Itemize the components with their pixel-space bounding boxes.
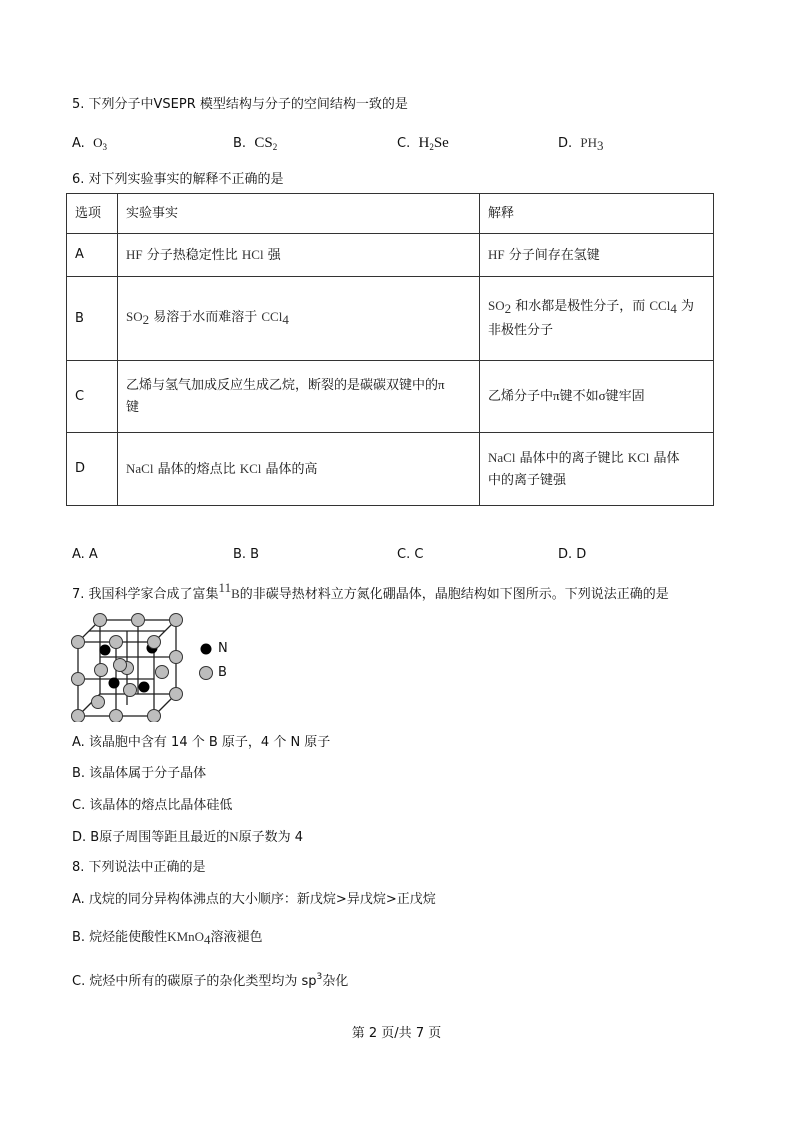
q8-stem: 8. 下列说法中正确的是 (72, 860, 206, 875)
row-option: B (67, 277, 118, 361)
row-fact: NaCl 晶体的熔点比 KCl 晶体的高 (118, 433, 480, 506)
row-option: D (67, 433, 118, 506)
row-explanation: HF 分子间存在氢键 (480, 234, 714, 277)
legend-n-label: N (218, 641, 228, 656)
table-row (67, 234, 714, 277)
row-explanation: SO2 和水都是极性分子，而 CCl4 为 非极性分子 (480, 277, 714, 361)
table-row (67, 277, 714, 361)
q7-option-a: A. 该晶胞中含有 14 个 B 原子，4 个 N 原子 (72, 735, 331, 750)
table-header-row (67, 194, 714, 234)
q6-answer-b: B. B (233, 547, 260, 562)
experiment-table (66, 193, 714, 506)
row-option: C (67, 361, 118, 433)
q7-option-c: C. 该晶体的熔点比晶体硅低 (72, 798, 233, 813)
q5-option-d: D. PH3 (558, 135, 604, 153)
q8-option-a: A. 戊烷的同分异构体沸点的大小顺序：新戊烷>异戊烷>正戊烷 (72, 892, 436, 907)
header-option: 选项 (67, 194, 118, 234)
q8-option-b: B. 烷烃能使酸性KMnO4溶液褪色 (72, 929, 263, 947)
q5-option-c: C. $H_2Se$ (397, 135, 449, 152)
row-fact: SO2 易溶于水而难溶于 CCl4 (118, 277, 480, 361)
row-explanation: NaCl 晶体中的离子键比 KCl 晶体 中的离子键强 (480, 433, 714, 506)
header-explanation: 解释 (480, 194, 714, 234)
table-row (67, 433, 714, 506)
row-explanation: 乙烯分子中π键不如σ键牢固 (480, 361, 714, 433)
header-fact: 实验事实 (118, 194, 480, 234)
q7-stem: 7. 我国科学家合成了富集11B的非碳导热材料立方氮化硼晶体，晶胞结构如下图所示。下列说法正确的是 (72, 580, 669, 602)
q8-option-c: C. 烷烃中所有的碳原子的杂化类型均为 $sp^3$杂化 (72, 972, 349, 989)
table-row (67, 361, 714, 433)
q7-option-b: B. 该晶体属于分子晶体 (72, 766, 207, 781)
row-fact: HF 分子热稳定性比 HCl 强 (118, 234, 480, 277)
legend-b-label: B (218, 665, 227, 680)
q6-answer-a: A. A (72, 547, 98, 562)
q6-answer-d: D. D (558, 547, 587, 562)
row-fact: 乙烯与氢气加成反应生成乙烷，断裂的是碳碳双键中的π 键 (118, 361, 480, 433)
q5-option-b: B. $CS_2$ (233, 135, 278, 152)
q6-stem: 6. 对下列实验事实的解释不正确的是 (72, 172, 284, 187)
legend-b-marker (198, 665, 214, 681)
crystal-cell-diagram (68, 610, 188, 722)
row-option: A (67, 234, 118, 277)
q5-stem: 5. 下列分子中VSEPR 模型结构与分子的空间结构一致的是 (72, 97, 408, 112)
page-footer: 第 2 页/共 7 页 (351, 1026, 442, 1041)
q5-option-a: A. $O_3$ (72, 135, 107, 152)
q6-answer-c: C. C (397, 547, 424, 562)
q7-option-d: D. B原子周围等距且最近的N原子数为 4 (72, 829, 303, 845)
legend-n-marker (199, 642, 213, 656)
